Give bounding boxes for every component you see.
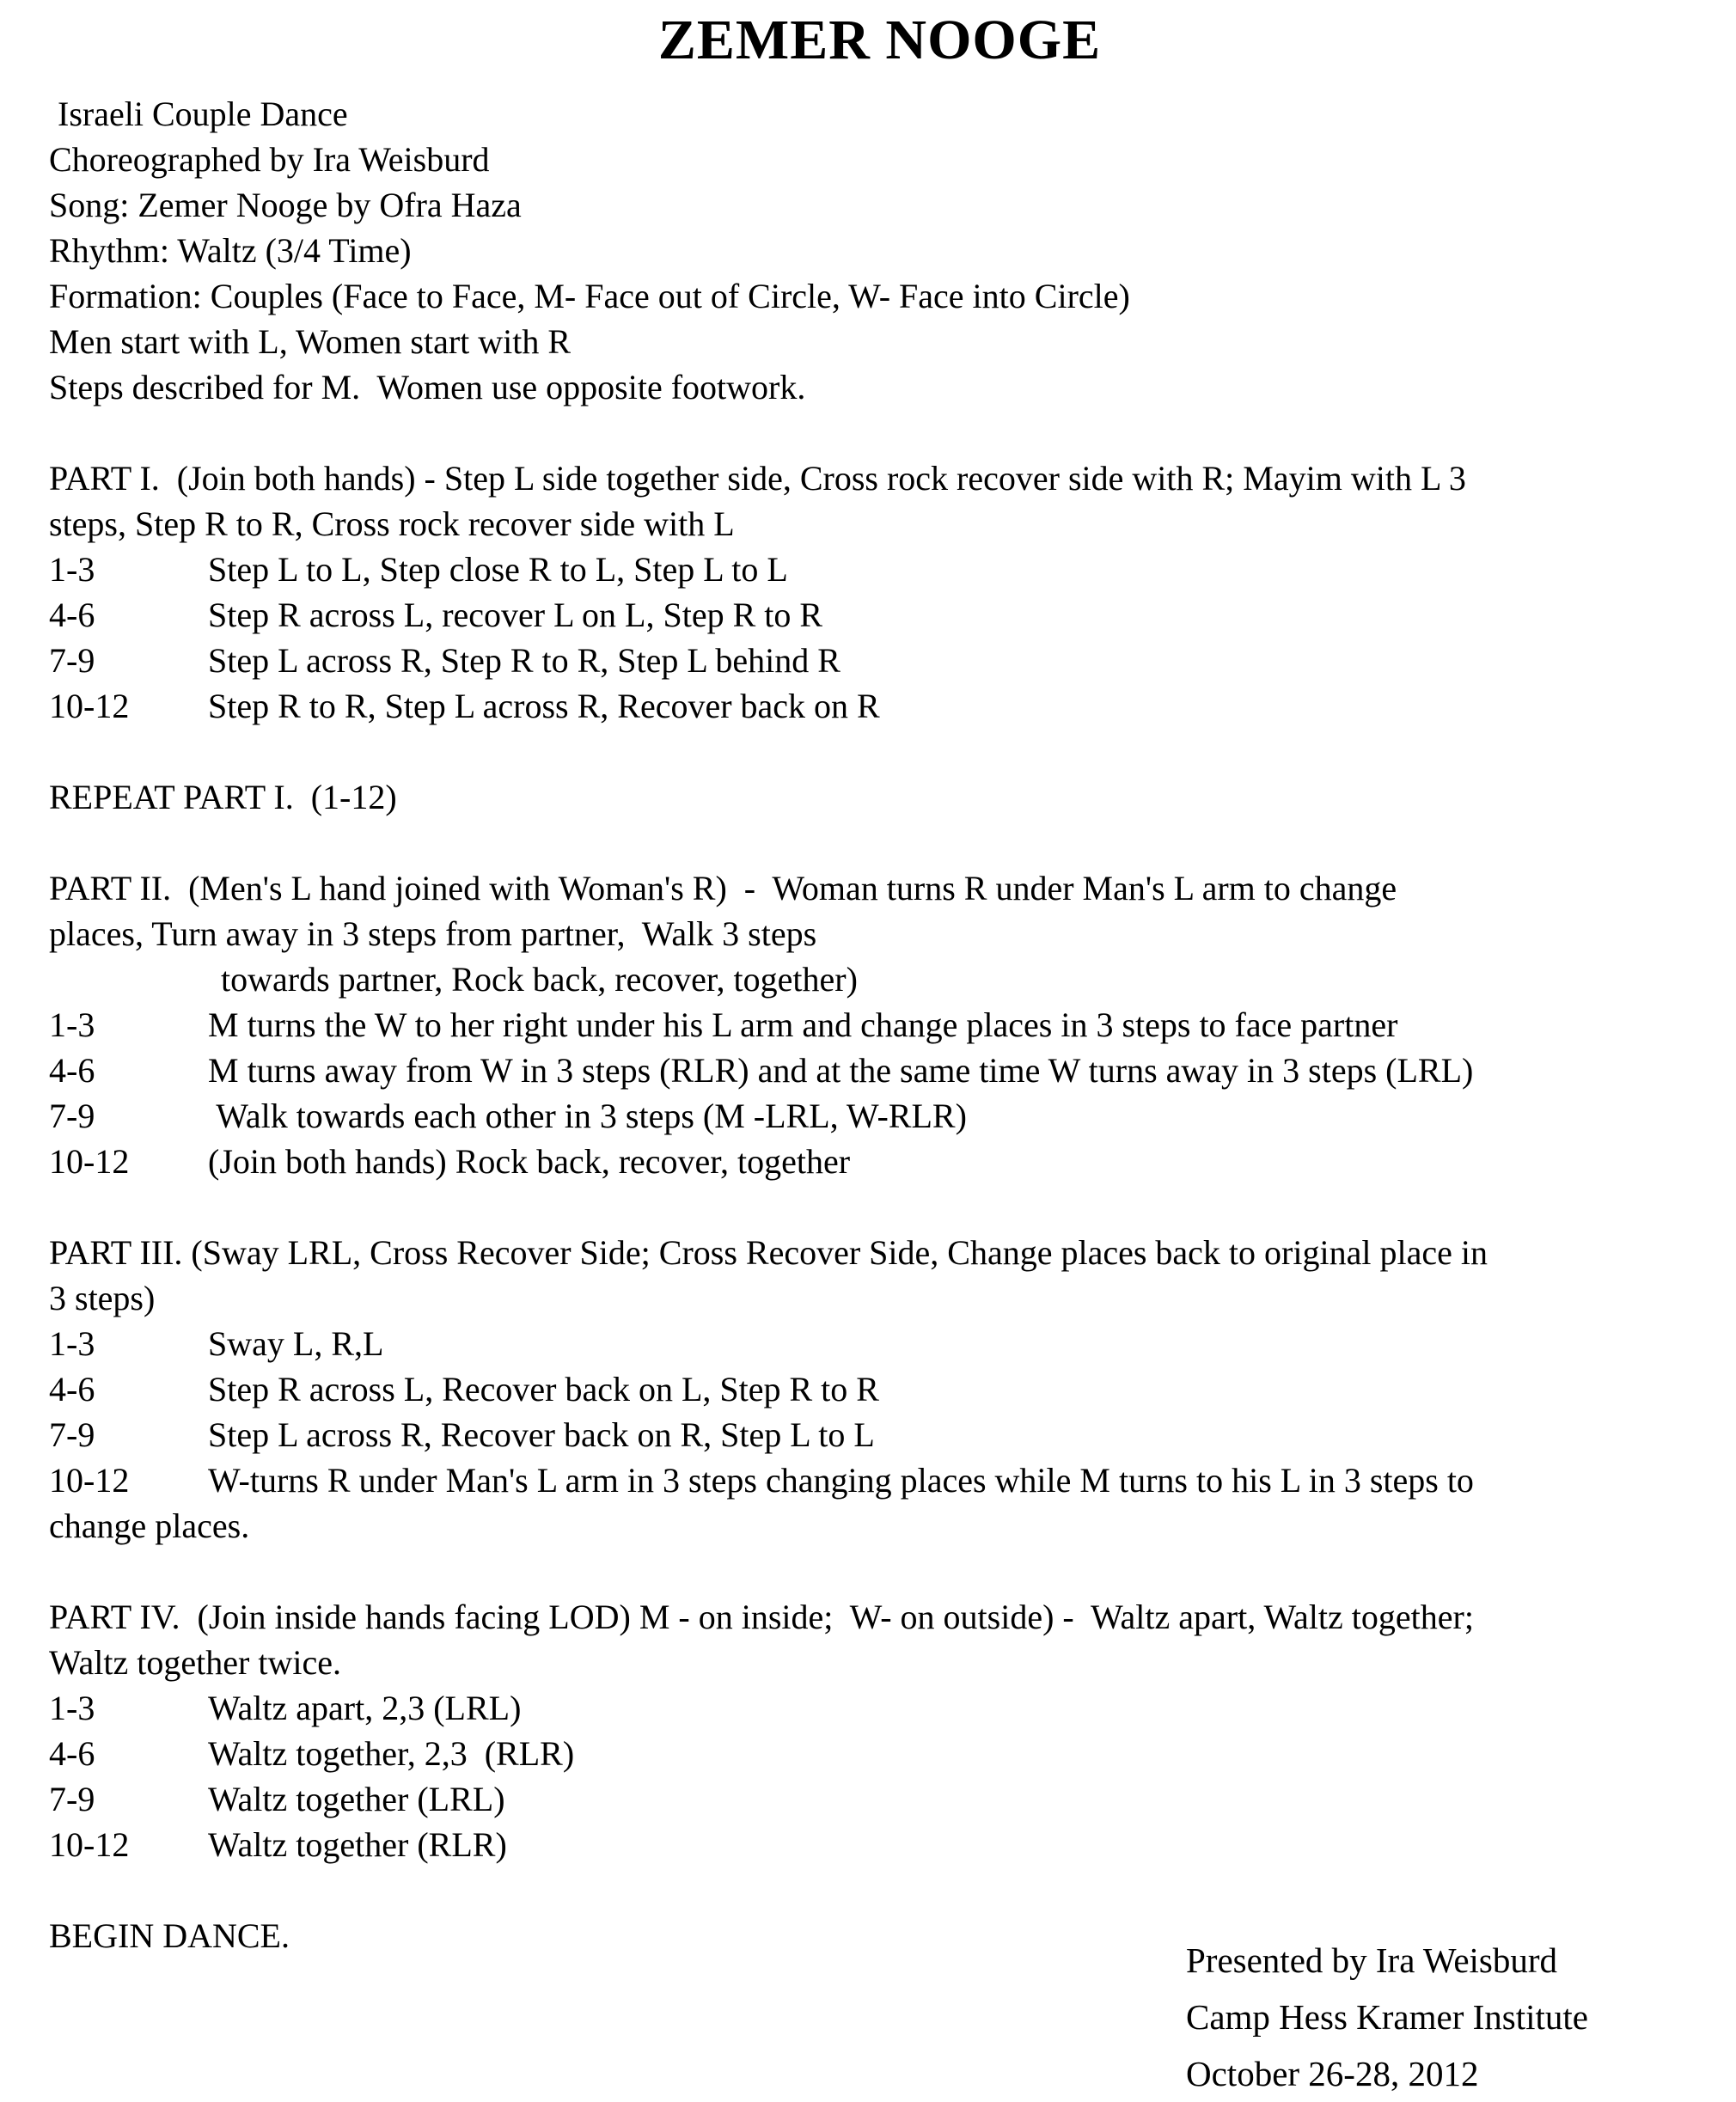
blank-line <box>49 1184 1710 1230</box>
credit-line-institute: Camp Hess Kramer Institute <box>1186 1997 1588 2037</box>
part2-intro-line-2: places, Turn away in 3 steps from partner, Walk 3 steps <box>49 914 817 953</box>
step-counts: 4-6 <box>49 1734 95 1773</box>
repeat-part1-line: REPEAT PART I. (1-12) <box>49 778 397 816</box>
part2-intro-line-3: towards partner, Rock back, recover, together) <box>221 960 858 999</box>
part4-intro-line-2: Waltz together twice. <box>49 1643 341 1682</box>
part1-intro-line-2: steps, Step R to R, Cross rock recover side with L <box>49 504 735 543</box>
step-text: Step R to R, Step L across R, Recover back on R <box>208 687 880 725</box>
part4-step-row <box>49 1776 1710 1822</box>
part3-step-row <box>49 1321 1710 1366</box>
header-line-dance-type: Israeli Couple Dance <box>49 95 348 133</box>
part3-intro-line-2: 3 steps) <box>49 1279 156 1317</box>
step-counts: 7-9 <box>49 1097 95 1135</box>
part2-intro-line-1: PART II. (Men's L hand joined with Woman's R) - Woman turns R under Man's L arm to change <box>49 869 1397 907</box>
step-counts: 1-3 <box>49 1689 95 1727</box>
header-line-rhythm: Rhythm: Waltz (3/4 Time) <box>49 231 412 270</box>
step-counts: 1-3 <box>49 1005 95 1044</box>
part3-step-row <box>49 1457 1710 1503</box>
begin-dance-line: BEGIN DANCE. <box>49 1916 290 1955</box>
credit-line-date: October 26-28, 2012 <box>1186 2054 1479 2093</box>
part1-step-row <box>49 683 1710 729</box>
part4-step-row <box>49 1685 1710 1731</box>
step-text: Waltz together, 2,3 (RLR) <box>208 1734 575 1773</box>
part1-step-row <box>49 592 1710 638</box>
header-line-formation: Formation: Couples (Face to Face, M- Face out of Circle, W- Face into Circle) <box>49 277 1130 315</box>
step-counts: 1-3 <box>49 550 95 589</box>
step-text: Step R across L, Recover back on L, Step R to R <box>208 1370 879 1408</box>
step-text: M turns away from W in 3 steps (RLR) and at the same time W turns away in 3 steps (LRL) <box>208 1051 1474 1090</box>
step-text: Walk towards each other in 3 steps (M -LRL, W-RLR) <box>208 1097 967 1135</box>
step-text: Waltz together (RLR) <box>208 1825 507 1864</box>
step-counts: 10-12 <box>49 687 130 725</box>
part3-intro-line-1: PART III. (Sway LRL, Cross Recover Side; Cross Recover Side, Change places back to original place in <box>49 1233 1488 1272</box>
step-counts: 4-6 <box>49 1051 95 1090</box>
step-counts: 1-3 <box>49 1324 95 1363</box>
header-line-start-feet: Men start with L, Women start with R <box>49 322 572 361</box>
step-text: Step R across L, recover L on L, Step R to R <box>208 596 823 634</box>
part2-step-row <box>49 1002 1710 1048</box>
step-text: M turns the W to her right under his L arm and change places in 3 steps to face partner <box>208 1005 1398 1044</box>
blank-line <box>49 1867 1710 1913</box>
step-text: Step L across R, Recover back on R, Step L to L <box>208 1415 875 1454</box>
part1-intro-line-1: PART I. (Join both hands) - Step L side together side, Cross rock recover side with R; Mayim with L 3 <box>49 459 1466 498</box>
step-counts: 4-6 <box>49 596 95 634</box>
credits-block <box>1186 1932 1588 2102</box>
part2-step-row <box>49 1139 1710 1184</box>
step-text: W-turns R under Man's L arm in 3 steps changing places while M turns to his L in 3 steps to <box>208 1461 1474 1500</box>
part4-intro-line-1: PART IV. (Join inside hands facing LOD) M - on inside; W- on outside) - Waltz apart, Waltz together; <box>49 1598 1474 1636</box>
part3-step-continuation: change places. <box>49 1506 250 1545</box>
part3-step-row <box>49 1412 1710 1457</box>
part2-step-row <box>49 1048 1710 1093</box>
step-counts: 10-12 <box>49 1461 130 1500</box>
blank-line <box>49 410 1710 455</box>
step-counts: 10-12 <box>49 1825 130 1864</box>
step-text: Waltz together (LRL) <box>208 1780 505 1818</box>
blank-line <box>49 729 1710 774</box>
step-counts: 7-9 <box>49 1415 95 1454</box>
step-text: Sway L, R,L <box>208 1324 384 1363</box>
step-counts: 7-9 <box>49 641 95 680</box>
part2-step-row <box>49 1093 1710 1139</box>
part1-step-row <box>49 547 1710 592</box>
part4-step-row <box>49 1822 1710 1867</box>
header-line-footwork-note: Steps described for M. Women use opposite footwork. <box>49 368 806 406</box>
blank-line <box>49 820 1710 865</box>
step-text: Waltz apart, 2,3 (LRL) <box>208 1689 522 1727</box>
header-line-choreographer: Choreographed by Ira Weisburd <box>49 140 490 179</box>
page-title: ZEMER NOOGE <box>657 9 1102 71</box>
header-line-song: Song: Zemer Nooge by Ofra Haza <box>49 186 522 224</box>
part4-step-row <box>49 1731 1710 1776</box>
step-text: Step L across R, Step R to R, Step L behind R <box>208 641 840 680</box>
part1-step-row <box>49 638 1710 683</box>
step-counts: 4-6 <box>49 1370 95 1408</box>
blank-line <box>49 1549 1710 1594</box>
step-text: Step L to L, Step close R to L, Step L to L <box>208 550 788 589</box>
step-counts: 10-12 <box>49 1142 130 1181</box>
step-text: (Join both hands) Rock back, recover, together <box>208 1142 851 1181</box>
part3-step-row <box>49 1366 1710 1412</box>
step-counts: 7-9 <box>49 1780 95 1818</box>
credit-line-presenter: Presented by Ira Weisburd <box>1186 1940 1558 1980</box>
